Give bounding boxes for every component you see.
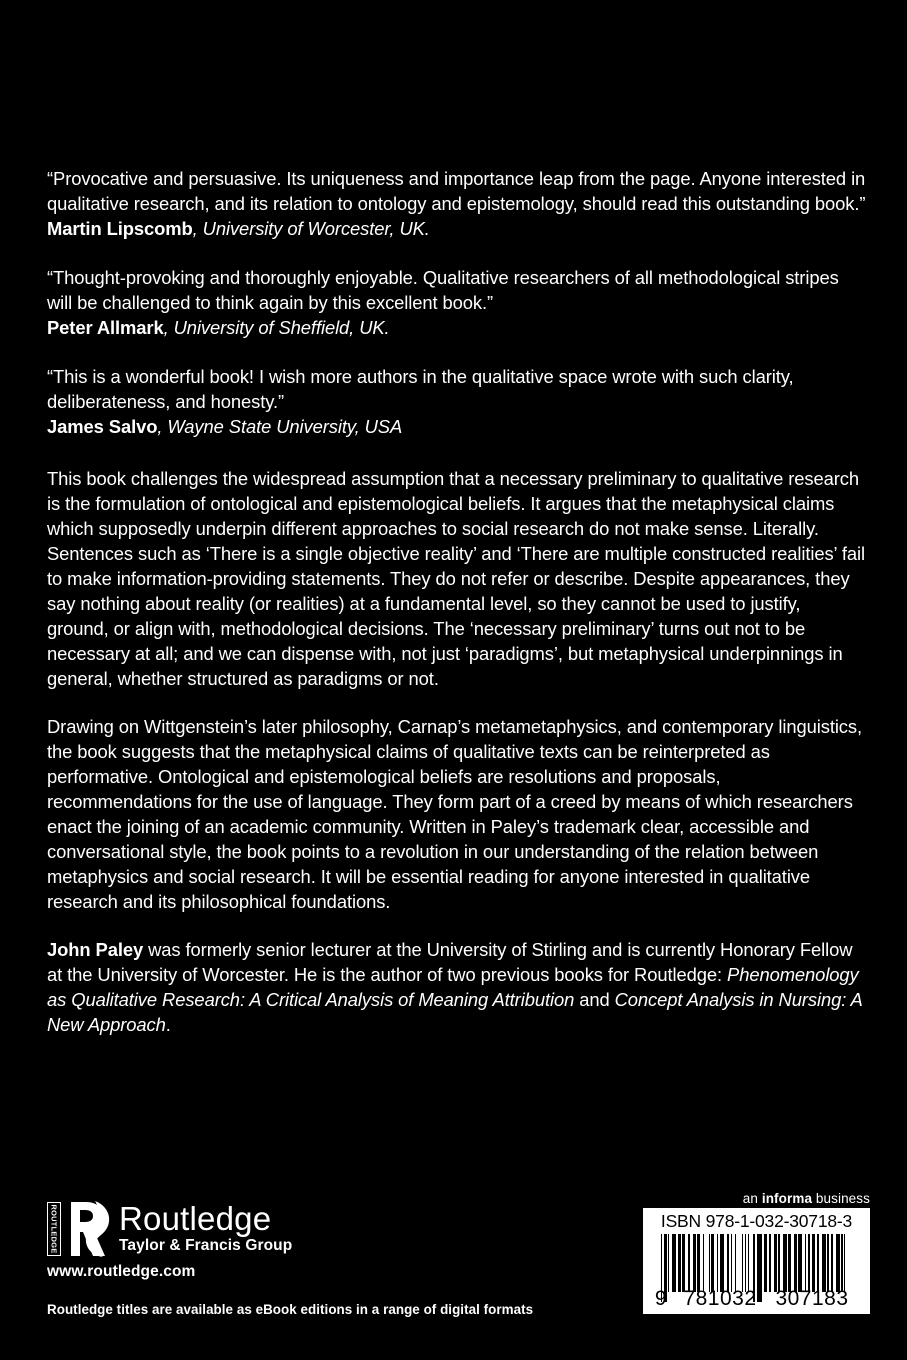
endorsement-2-quote: “Thought-provoking and thoroughly enjoyable. Qualitative researchers of all methodological stripes will be challenged to think again by this excellent book.” [47,267,839,313]
cover-text-column [47,166,867,1037]
isbn-label: ISBN 978-1-032-30718-3 [660,1211,853,1231]
endorsement-1-affiliation: , University of Worcester, UK. [192,218,430,239]
routledge-r-mark-icon [65,1200,117,1258]
publisher-group: Taylor & Francis Group [119,1237,293,1254]
routledge-logo-block [47,1200,367,1281]
routledge-wordmark [119,1200,292,1255]
endorsement-2-name: Peter Allmark [47,317,164,338]
ean-first-digit: 9 [654,1287,668,1310]
routledge-vertical-name-box [47,1202,61,1256]
endorsement-3-name: James Salvo [47,416,158,437]
barcode-bar [845,1234,851,1292]
previous-book-title-2: Concept Analysis in Nursing: A New Approach [47,989,863,1035]
routledge-logo-icon [47,1200,117,1258]
publisher-website[interactable]: www.routledge.com [47,1263,196,1280]
author-bio-text-3: . [165,1014,171,1035]
barcode-digits [653,1288,860,1310]
endorsement-3-affiliation: , Wayne State University, USA [157,416,403,437]
author-bio-text-1: was formerly senior lecturer at the University of Stirling and is currently Honorary Fellow at the University of Worcester. He is the author of two previous books for Routledge: [47,939,853,985]
endorsement-2 [47,265,867,340]
ean-left-group: 781032 [683,1287,757,1310]
informa-suffix: business [812,1191,870,1206]
ean-right-group: 307183 [775,1287,849,1310]
routledge-vertical-name: ROUTLEDGE [49,1204,59,1254]
informa-prefix: an [742,1191,762,1206]
barcode-bars [661,1234,852,1292]
author-name: John Paley [47,939,144,960]
previous-book-title-1: Phenomenology as Qualitative Research: A Critical Analysis of Meaning Attribution [47,964,859,1010]
ebook-availability-note: Routledge titles are available as eBook editions in a range of digital formats [47,1302,534,1317]
endorsement-2-affiliation: , University of Sheffield, UK. [163,317,390,338]
description-paragraph-2: Drawing on Wittgenstein’s later philosophy, Carnap’s metametaphysics, and contemporary linguistics, the book suggests that the metaphysical claims of qualitative texts can be reinterpreted as performative. Ontological and epistemological beliefs are resolutions and proposals, recommendations for the use of language. They form part of a creed by means of which researchers enact the joining of an academic community. Written in Paley’s trademark clear, accessible and conversational style, the book points to a revolution in our understanding of the relation between metaphysics and social research. It will be essential reading for anyone interested in qualitative research and its philosophical foundations. [47,716,863,912]
cover-footer [0,1180,907,1360]
informa-business-line [743,1191,870,1206]
author-bio [47,937,867,1037]
publisher-name: Routledge [119,1200,272,1237]
endorsement-1-quote: “Provocative and persuasive. Its uniqueness and importance leap from the page. Anyone interested in qualitative research, and its relation to ontology and epistemology, should read this outstanding book.” [47,168,866,214]
author-bio-text-2: and [574,989,615,1010]
endorsement-1-name: Martin Lipscomb [47,218,193,239]
isbn-barcode [643,1208,870,1314]
endorsement-1 [47,166,867,241]
description-paragraph-1: This book challenges the widespread assumption that a necessary preliminary to qualitative research is the formulation of ontological and epistemological beliefs. It argues that the metaphysical claims which supposedly underpin different approaches to social research do not make sense. Literally. Sentences such as ‘There is a single objective reality’ and ‘There are multiple constructed realities’ fail to make information-providing statements. They do not refer or describe. Despite appearances, they say nothing about reality (or realities) at a fundamental level, so they cannot be used to justify, ground, or align with, methodological decisions. The ‘necessary preliminary’ turns out not to be necessary at all; and we can dispense with, not just ‘paradigms’, but metaphysical underpinnings in general, whether structured as paradigms or not. [47,468,865,689]
endorsement-3-quote: “This is a wonderful book! I wish more authors in the qualitative space wrote with such clarity, deliberateness, and honesty.” [47,366,794,412]
informa-brand: informa [761,1191,813,1206]
endorsement-3 [47,364,867,439]
